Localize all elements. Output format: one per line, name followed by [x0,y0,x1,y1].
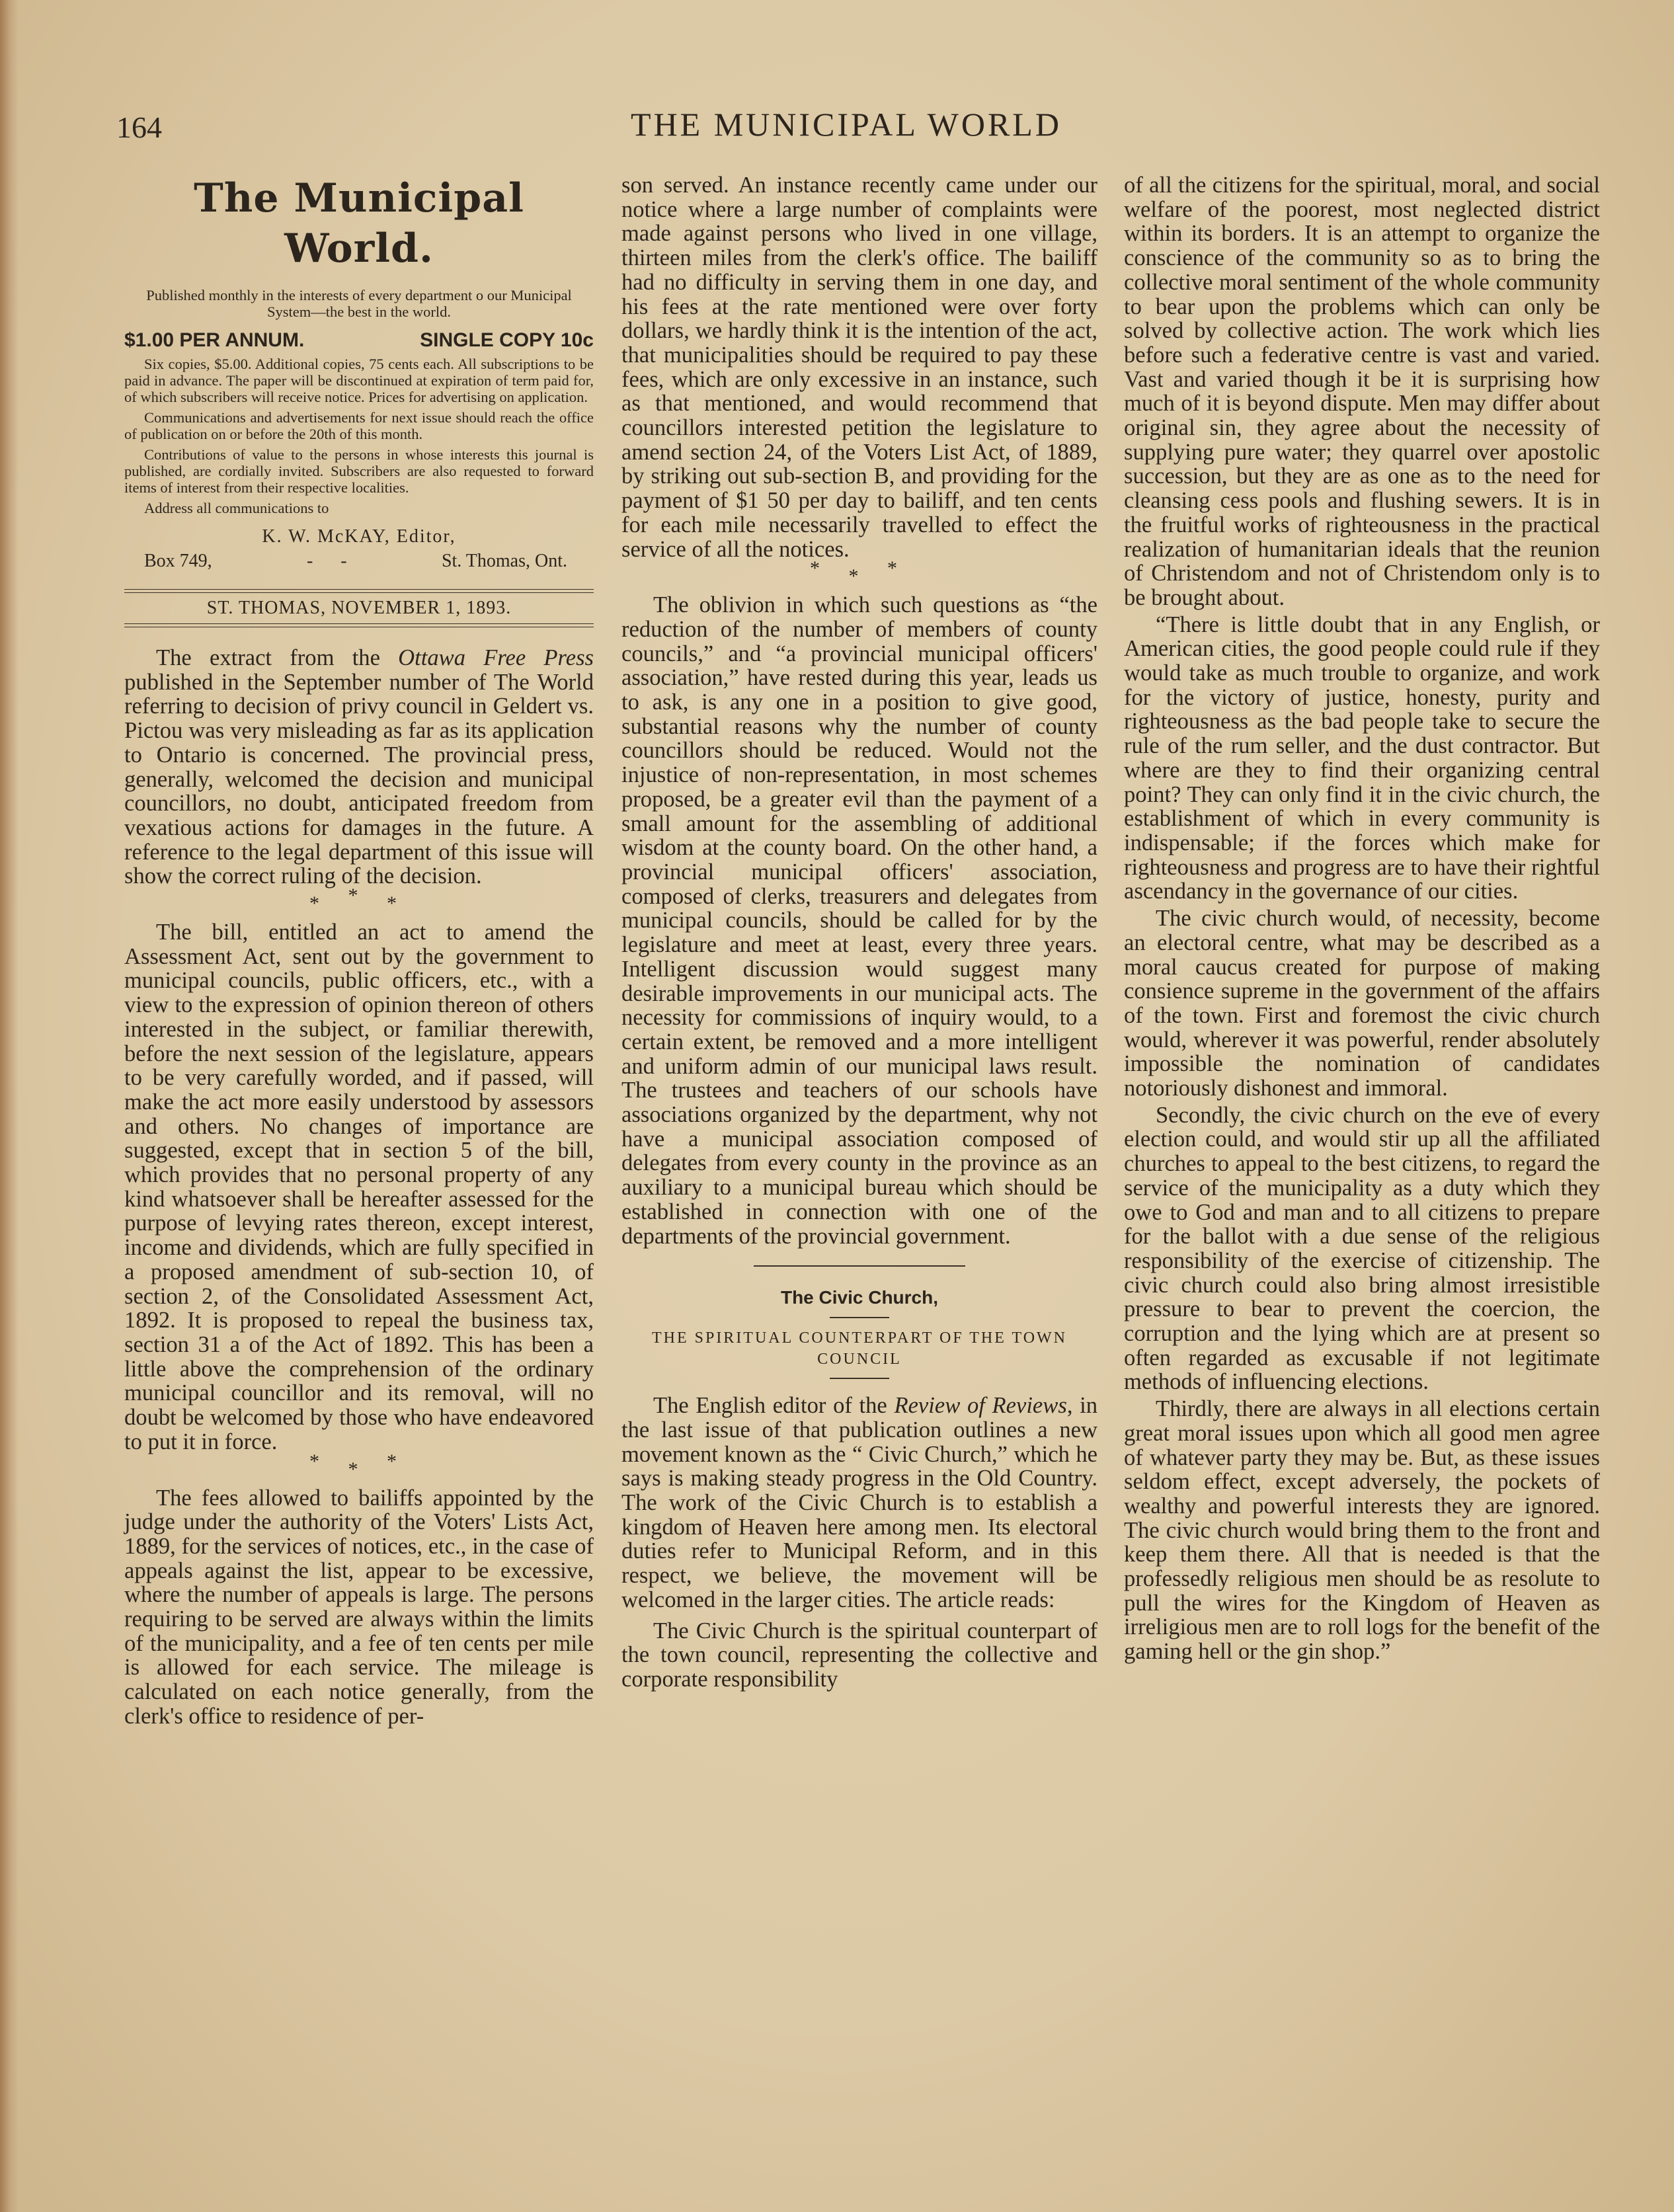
section-break [621,557,1097,588]
dateline: ST. THOMAS, NOVEMBER 1, 1893. [206,598,512,618]
civic-paragraph-5: Secondly, the civic church on the eve of every election could, and would stir up all the affiliated churches to appeal to the best citizens, to regard the service of the municipality as a duty which they owe to God and man and to all citizens to prepare for the ballot with a due sense of the religious responsibility of the exercise of citizenship. The civic church could also bring almost irresistible pressure to bear to prevent the coercion, the corruption and the lying which are at present so often regarded as excusable if not legitimate methods of influencing elections. [1124,1102,1600,1395]
civic-paragraph-4: The civic church would, of necessity, become an electoral centre, what may be described as a moral caucus created for purpose of making consience supreme in the government of the affairs of the town. First and foremost the civic church would, wherever it was powerful, render absolutely impossible the nomination of candidates notoriously dishonest and immoral. [1124,906,1600,1101]
masthead-title: The Municipal World. [194,175,524,272]
address-city: St. Thomas, Ont. [441,551,567,571]
text-run: published in the September number of The World referring to decision of privy council in Geldert vs. Pictou was very misleading as far as its application to Ontario is concerned. The provincial press, generally, welcomed the decision and municipal councillors, no doubt, anticipated freedom from vexatious actions for damages in the future. A reference to the legal department of this issue will show the correct ruling of the decision. [124,669,594,889]
price-annum: $1.00 PER ANNUM. [124,329,305,351]
editor-line: K. W. McKAY, Editor, [262,526,456,547]
star: * [810,557,832,580]
civic-paragraph-6: Thirdly, there are always in all elections certain great moral issues upon which all good men agree of whatever party they may be. But, as these issues seldom effect, except adversely, the pockets of wealthy and powerful interests they are ignored. The civic church would bring them to the front and keep them there. All that is needed is that the professedly religious men should be as resolute to pull the wires for the Kingdom of Heaven as irreligious men are to roll logs for the benefit of the gaming hell or the gin shop.” [1124,1396,1600,1665]
star: * [387,1450,409,1472]
column-3 [1124,173,1600,1664]
address-dashes: - - [306,551,347,571]
star: * [348,885,370,907]
article-heading: The Civic Church, [780,1287,939,1308]
masthead-address-intro: Address all communications to [144,500,329,516]
masthead-terms: Six copies, $5.00. Additional copies, 75 cents each. All subscriptions to be paid in advance. The paper will be discontinued at expiration of term paid for, of which subscribers will receive notice. Prices for advertising on application. [124,356,594,405]
price-single: SINGLE COPY 10c [420,329,594,351]
column-2 [621,173,1097,1692]
divider-short [830,1317,889,1318]
column-1 [124,171,594,1729]
civic-paragraph-3: “There is little doubt that in any English, or American cities, the good people could rule if they would take as much trouble to organize, and work for the victory of justice, honesty, purity and righteousness as the bad people take to secure the rule of the rum seller, and the dust contractor. But where are they to find their organizing central point? They can only find it in the civic church, the establishment of which in every community is indispensable; if the forces which make for righteousness and progress are to have their rightful ascendancy in the governance of our cities. [1124,612,1600,904]
masthead-contributions: Contributions of value to the persons in whose interests this journal is published, are cordially invited. Subscribers are also requested to forward items of interest from their respective localities. [124,446,594,496]
page-number: 164 [116,110,162,144]
article-subheading: THE SPIRITUAL COUNTERPART OF THE TOWN COUNCIL [651,1329,1068,1368]
address-line [124,549,594,573]
civic-paragraph-2: The Civic Church is the spiritual counterpart of the town council, representing the collective and corporate responsibility [621,1618,1097,1692]
star: * [348,1458,370,1480]
section-break [124,885,594,915]
star: * [309,892,331,915]
italic-run: Ottawa Free Press [398,645,594,670]
binding-edge [0,0,19,2212]
divider-short [830,1378,889,1379]
star: * [848,565,871,588]
editorial-paragraph-3-cont: son served. An instance recently came under our notice where a large number of complaints were made against persons who lived in one village, thirteen miles from the clerk's office. The bailiff had no difficulty in serving them in one day, and his fees at the rate mentioned were over forty dollars, we hardly think it is the intention of the act, that municipalities should be required to pay these fees, which are only excessive in an instance, such as that mentioned, and would recommend that councillors interested petition the legislature to amend section 24, of the Voters List Act, of 1889, by striking out sub-section B, and providing for the payment of $1 50 per day to bailiff, and ten cents for each mile necessarily travelled to effect the service of all the notices. [621,173,1097,562]
editorial-paragraph-3: The fees allowed to bailiffs appointed by the judge under the authority of the Voters' Lists Act, 1889, for the services of notices, etc., in the case of appeals against the list, appear to be excessive, where the number of appeals is large. The persons requiring to be served are always within the limits of the municipality, and a fee of ten cents per mile is allowed for each service. The mileage is calculated on each notice generally, from the clerk's office to residence of per- [124,1485,594,1729]
rule-bottom [124,623,594,627]
star: * [309,1450,331,1472]
section-break [124,1450,594,1480]
italic-run: Review of Reviews [894,1393,1067,1419]
star: * [887,557,909,580]
masthead-communications: Communications and advertisements for next issue should reach the office of publication on or before the 20th of this month. [124,409,594,442]
star: * [387,892,409,915]
civic-paragraph-2-cont: of all the citizens for the spiritual, moral, and social welfare of the poorest, most neglected district within its borders. It is an attempt to organize the conscience of the community so as to bring the collective moral sentiment of the whole community to bear upon the problems which can only be solved by collective action. The work which lies before such a federative centre is vast and varied. Vast and varied though it be it is surprising how much of it is beyond dispute. Men may differ about original sin, they agree about the necessity of supplying pure water; they quarrel over apostolic succession, but they are as one as to the need for cleansing cess pools and flushing sewers. It is in the fruitful works of righteousness in the practical realization of humanitarian ideals that the reunion of Christendom and not of Christendom only is to be brought about. [1124,173,1600,610]
text-run: , in the last issue of that publication outlines a new movement known as the “ Civic Church,” which he says is making steady progress in the Old Country. The work of the Civic Church is to establish a kingdom of Heaven here among men. Its electoral duties refer to Municipal Reform, and in this respect, we believe, the movement will be welcomed in the larger cities. The article reads: [621,1393,1098,1612]
price-line [124,328,594,353]
text-run: The English editor of the [653,1393,895,1419]
editorial-paragraph-2: The bill, entitled an act to amend the Assessment Act, sent out by the government to municipal councils, public officers, etc., with a view to the expression of opinion thereon of others interested in the subject, or familiar therewith, before the next session of the legislature, appears to be very carefully worded, and if passed, will make the act more easily understood by assessors and others. No changes of importance are suggested, except that in section 5 of the bill, which provides that no personal property of any kind whatsoever shall be hereafter assessed for the purpose of levying rates thereon, except interest, income and dividends, which are fully specified in a proposed amendment of sub-section 10, of section 2, of the Consolidated Assessment Act, 1892. It is proposed to repeal the business tax, section 31 a of the Act of 1892. This has been a little above the comprehension of the ordinary municipal councillor and its removal, will no doubt be welcomed by those who have endeavored to put it in force. [124,920,594,1454]
civic-paragraph-1 [621,1394,1097,1612]
running-title: THE MUNICIPAL WORLD [631,106,1062,143]
divider [754,1265,965,1267]
masthead-published: Published monthly in the interests of every department o our Municipal System—the best in the world. [146,287,572,320]
address-box: Box 749, [144,551,212,571]
text-run: The extract from the [156,645,399,670]
editorial-paragraph-1 [124,646,594,889]
editorial-paragraph-4: The oblivion in which such questions as “the reduction of the number of members of county councils,” and “a provincial municipal officers' association,” have rested during this year, leads us to ask, is any one in a position to give good, substantial reasons why the number of county councillors should be reduced. Would not the injustice of non-representation, in most schemes proposed, be a greater evil than the payment of a small amount for the assembling of additional wisdom at the county board. On the other hand, a provincial municipal officers' association, composed of clerks, treasurers and delegates from municipal councils, should be called for by the legislature and meet at least, every three years. Intelligent discussion would suggest many desirable improvements in our municipal acts. The necessity for commissions of inquiry would, to a certain extent, be removed and a more intelligent and uniform admin of our municipal laws result. The trustees and teachers of our schools have associations organized by the department, why not have a municipal association composed of delegates from every county in the province as an auxiliary to a municipal bureau which should be established in connection with one of the departments of the provincial government. [621,592,1097,1249]
